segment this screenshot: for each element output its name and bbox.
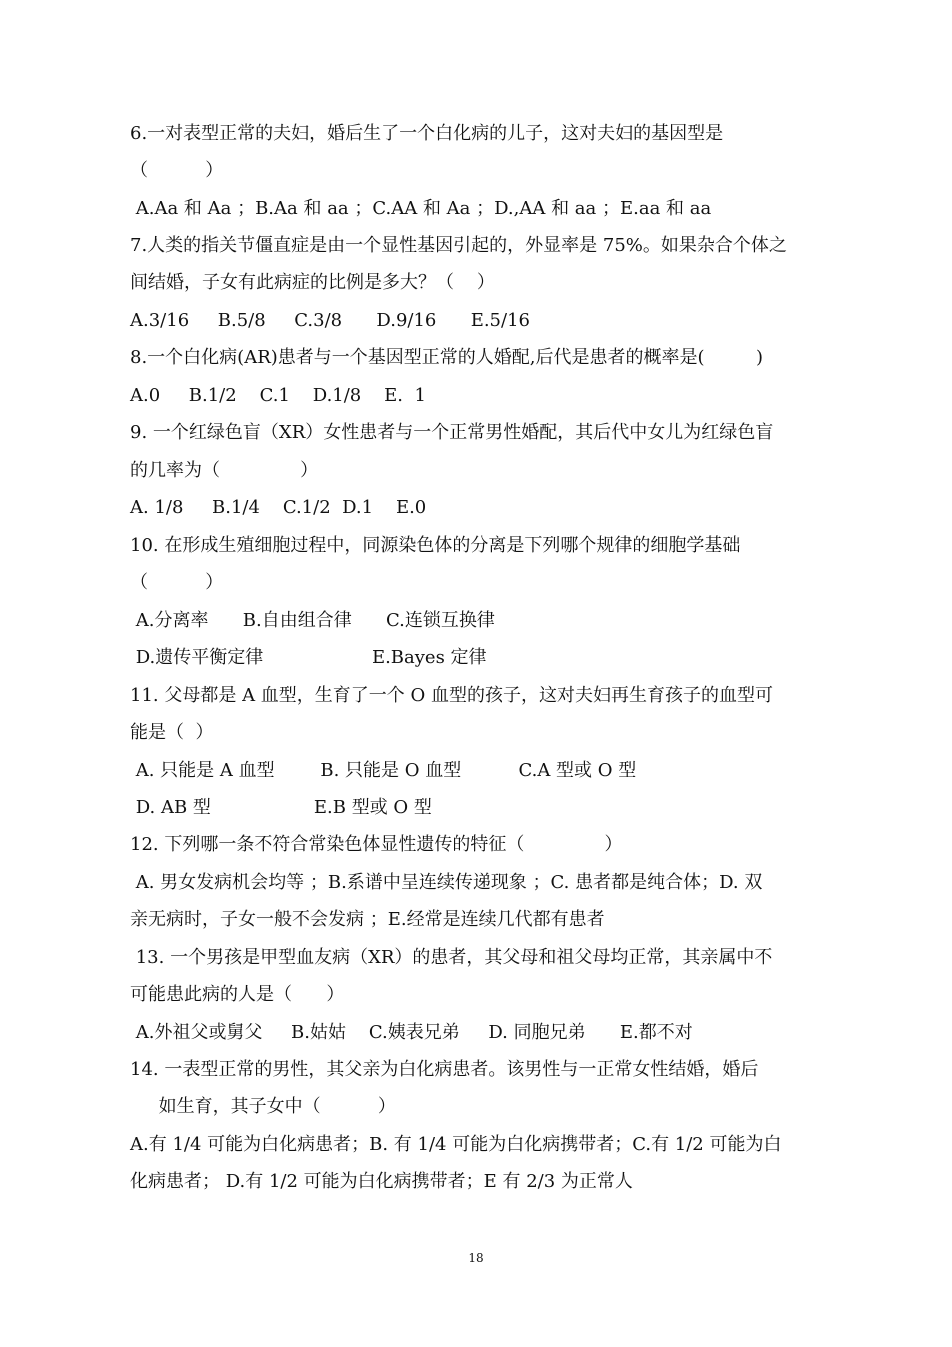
question-12-options-line-1: A. 男女发病机会均等 ；B.系谱中呈连续传递现象 ；C. 患者都是纯合体；D. 双 (130, 872, 763, 893)
question-12-options-line-2: 亲无病时，子女一般不会发病 ；E.经常是连续几代都有患者 (130, 909, 605, 930)
question-14-options-line-1: A.有 1/4 可能为白化病患者；B. 有 1/4 可能为白化病携带者；C.有 1/2 可能为白 (130, 1134, 782, 1155)
question-10-stem-line-2: （ ） (130, 572, 224, 593)
question-10-stem-line-1: 10. 在形成生殖细胞过程中，同源染色体的分离是下列哪个规律的细胞学基础 (130, 535, 741, 556)
question-13-options: A.外祖父或舅父 B.姑姑 C.姨表兄弟 D. 同胞兄弟 E.都不对 (130, 1022, 693, 1043)
question-14-stem-line-2: 如生育，其子女中（ ） (130, 1096, 396, 1117)
page-number: 18 (468, 1251, 484, 1265)
question-6-stem-line-2: （ ） (130, 160, 224, 181)
question-8-stem-line-1: 8.一个白化病(AR)患者与一个基因型正常的人婚配,后代是患者的概率是( ) (130, 347, 764, 368)
question-10-options-line-2: D.遗传平衡定律 E.Bayes 定律 (130, 647, 487, 668)
question-13-stem-line-2: 可能患此病的人是（ ） (130, 984, 345, 1005)
question-9-stem-line-2: 的几率为（ ） (130, 460, 319, 481)
question-12-stem-line-1: 12. 下列哪一条不符合常染色体显性遗传的特征（ ） (130, 834, 623, 855)
question-11-stem-line-1: 11. 父母都是 A 血型，生育了一个 O 血型的孩子，这对夫妇再生育孩子的血型可 (130, 685, 773, 706)
question-10-options-line-1: A.分离率 B.自由组合律 C.连锁互换律 (130, 610, 495, 631)
question-8-options: A.0 B.1/2 C.1 D.1/8 E. 1 (130, 385, 426, 406)
question-9-options: A. 1/8 B.1/4 C.1/2 D.1 E.0 (130, 497, 427, 518)
question-14-stem-line-1: 14. 一表型正常的男性，其父亲为白化病患者。该男性与一正常女性结婚，婚后 (130, 1059, 759, 1080)
question-7-options: A.3/16 B.5/8 C.3/8 D.9/16 E.5/16 (130, 310, 530, 331)
question-11-options-line-2: D. AB 型 E.B 型或 O 型 (130, 797, 432, 818)
question-9-stem-line-1: 9. 一个红绿色盲（XR）女性患者与一个正常男性婚配，其后代中女儿为红绿色盲 (130, 422, 774, 443)
question-6-stem-line-1: 6.一对表型正常的夫妇，婚后生了一个白化病的儿子，这对夫妇的基因型是 (130, 123, 724, 144)
question-13-stem-line-1: 13. 一个男孩是甲型血友病（XR）的患者，其父母和祖父母均正常，其亲属中不 (130, 947, 773, 968)
question-7-stem-line-2: 间结婚，子女有此病症的比例是多大？（ ） (130, 272, 495, 293)
question-11-stem-line-2: 能是（ ） (130, 722, 214, 743)
question-11-options-line-1: A. 只能是 A 血型 B. 只能是 O 血型 C.A 型或 O 型 (130, 760, 637, 781)
question-7-stem-line-1: 7.人类的指关节僵直症是由一个显性基因引起的，外显率是 75%。如果杂合个体之 (130, 235, 787, 256)
question-6-options: A.Aa 和 Aa ；B.Aa 和 aa ；C.AA 和 Aa ；D.,AA 和 aa ；E.aa 和 aa (130, 198, 712, 219)
question-14-options-line-2: 化病患者； D.有 1/2 可能为白化病携带者；E 有 2/3 为正常人 (130, 1171, 633, 1192)
